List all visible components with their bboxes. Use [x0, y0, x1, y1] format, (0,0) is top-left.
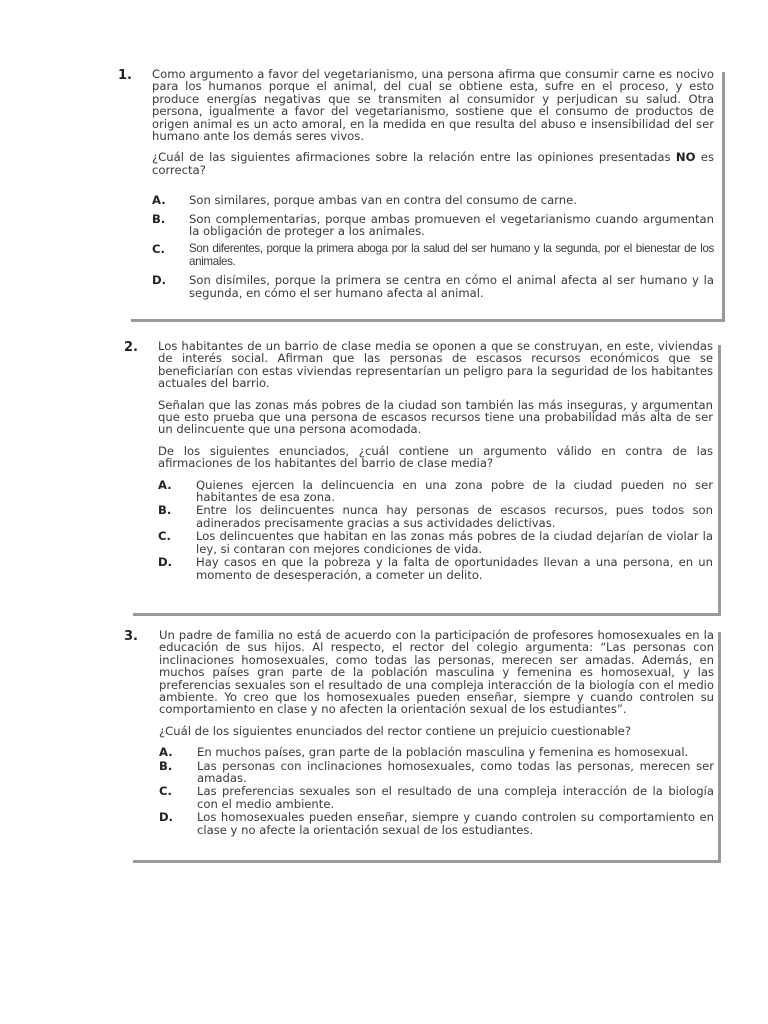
question-1-emphasis: NO — [675, 150, 696, 165]
question-1-option-c[interactable]: C. Son diferentes, porque la primera aboga por la salud del ser humano y la segunda, por el bienestar de los animales. — [152, 242, 714, 268]
question-1-option-a[interactable]: A. Son similares, porque ambas van en contra del consumo de carne. — [152, 193, 577, 208]
question-1-option-d[interactable]: D. Son disímiles, porque la primera se centra en cómo el animal afecta al ser humano y la segunda, en cómo el ser humano afecta al animal. — [152, 273, 714, 300]
question-3-option-c[interactable]: C. Las preferencias sexuales son el resultado de una compleja interacción de la biología con el medio ambiente. — [159, 784, 714, 811]
question-2-prompt: De los siguientes enunciados, ¿cuál contiene un argumento válido en contra de las afirmaciones de los habitantes del barrio de clase media? — [158, 443, 713, 471]
question-3-option-d[interactable]: D. Los homosexuales pueden enseñar, siempre y cuando controlen su comportamiento en clase y no afecte la orientación sexual de los estudiantes. — [159, 810, 714, 837]
question-2-option-a[interactable]: A. Quienes ejercen la delincuencia en una zona pobre de la ciudad pueden no ser habitantes de esa zona. — [158, 477, 713, 505]
question-1-options — [152, 194, 714, 299]
question-2-number: 2. — [124, 340, 138, 355]
question-1-option-b[interactable]: B. Son complementarias, porque ambas promueven el vegetarianismo cuando argumentan la obligación de proteger a los animales. — [152, 211, 714, 239]
question-3-option-b[interactable]: B. Las personas con inclinaciones homosexuales, como todas las personas, merecen ser amadas. — [159, 758, 714, 786]
question-1-stem: Como argumento a favor del vegetarianismo, una persona afirma que consumir carne es nocivo para los humanos porque el animal, del cual se obtiene esta, sufre en el proceso, y esto produce energías negativas que se transmiten al consumidor y perjudican su salud. Otra persona, igualmente a favor del vegetarianismo, sostiene que el consumo de productos de origen animal es un acto amoral, en la medida en que resulta del abuso e insensibilidad del ser humano ante los demás seres vivos. — [152, 67, 714, 144]
question-2-option-c[interactable]: C. Los delincuentes que habitan en las zonas más pobres de la ciudad dejarían de violar la ley, si contaran con mejores condiciones de vida. — [158, 529, 713, 556]
question-3-prompt: ¿Cuál de los siguientes enunciados del rector contiene un prejuicio cuestionable? — [159, 723, 631, 738]
question-1-prompt: ¿Cuál de las siguientes afirmaciones sobre la relación entre las opiniones presentadas NO es correcta? — [152, 150, 714, 177]
question-2-option-d[interactable]: D. Hay casos en que la pobreza y la falta de oportunidades llevan a una persona, en un momento de desesperación, a cometer un delito. — [158, 555, 713, 582]
question-2-option-b[interactable]: B. Entre los delincuentes nunca hay personas de escasos recursos, pues todos son adinerados precisamente gracias a sus actividades delictivas. — [158, 503, 713, 530]
question-3-option-a[interactable]: A. En muchos países, gran parte de la población masculina y femenina es homosexual. — [159, 745, 689, 760]
question-3-number: 3. — [124, 629, 138, 644]
question-3-options — [159, 746, 714, 836]
question-2-stem-2: Señalan que las zonas más pobres de la ciudad son también las más inseguras, y argumentan que esto prueba que una persona de escasos recursos tiene una probabilidad más alta de ser un delincuente que una persona acomodada. — [158, 397, 713, 437]
question-3-stem: Un padre de familia no está de acuerdo con la participación de profesores homosexuales en la educación de sus hijos. Al respecto, el rector del colegio argumenta: “Las personas con inclinaciones homosexuales, como todas las personas, merecen ser amadas. Además, en muchos países gran parte de la población masculina y femenina es homosexual, y las preferencias sexuales son el resultado de una compleja interacción de la biología con el medio ambiente. Yo creo que los homosexuales pueden enseñar, siempre y cuando controlen su comportamiento en clase y no afecten la orientación sexual de los estudiantes”. — [159, 628, 714, 717]
question-2-options — [158, 479, 713, 581]
question-2-stem-1: Los habitantes de un barrio de clase media se oponen a que se construyan, en este, viviendas de interés social. Afirman que las personas de escasos recursos económicos que se beneficiarían con estas viviendas representarían un peligro para la seguridad de los habitantes actuales del barrio. — [158, 339, 713, 391]
question-1-number: 1. — [118, 68, 132, 83]
